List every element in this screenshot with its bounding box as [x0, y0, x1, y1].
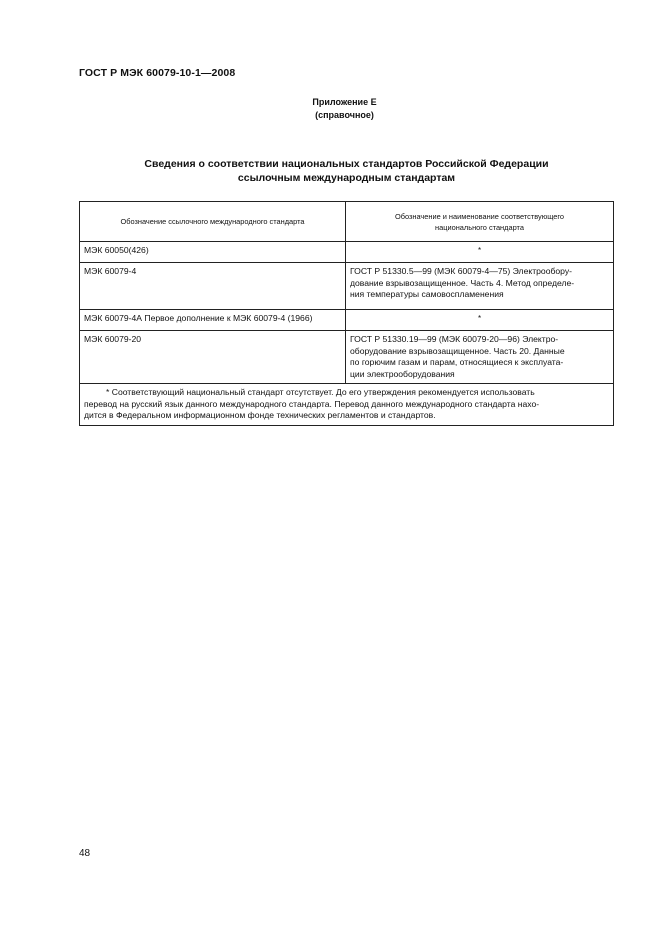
intl-standard-cell: МЭК 60079-20: [80, 331, 346, 384]
intl-standard-cell: МЭК 60079-4А Первое дополнение к МЭК 60079-4 (1966): [80, 310, 346, 331]
footnote-line: дится в Федеральном информационном фонде технических регламентов и стандартов.: [84, 410, 436, 420]
intl-standard-cell: МЭК 60050(426): [80, 242, 346, 263]
table-header-row: [80, 202, 614, 242]
header-international-standard: Обозначение ссылочного международного стандарта: [80, 202, 346, 242]
national-standard-cell: *: [346, 310, 614, 331]
table-row: [80, 263, 614, 310]
national-text-line: дование взрывозащищенное. Часть 4. Метод определе-: [350, 277, 575, 288]
table-row: [80, 310, 614, 331]
annex-label: Приложение Е: [312, 97, 377, 107]
national-text-line: ции электрооборудования: [350, 368, 455, 379]
national-standard-cell: [346, 331, 614, 384]
national-text-line: оборудование взрывозащищенное. Часть 20. Данные: [350, 345, 565, 356]
section-title-line-1: Сведения о соответствии национальных стандартов Российской Федерации: [144, 158, 549, 170]
annex-kind: (справочное): [315, 110, 374, 120]
document-code: ГОСТ Р МЭК 60079-10-1—2008: [79, 67, 236, 79]
national-text-line: ния температуры самовоспламенения: [350, 289, 504, 299]
national-standard-cell: *: [346, 242, 614, 263]
footnote-line: перевод на русский язык данного международного стандарта. Перевод данного международного стандарта нахо-: [84, 398, 540, 409]
national-text-line: ГОСТ Р 51330.5—99 (МЭК 60079-4—75) Электрообору-: [350, 266, 573, 276]
header-national-line-1: Обозначение и наименование соответствующего: [394, 211, 565, 221]
table-row: [80, 331, 614, 384]
header-national-line-2: национального стандарта: [435, 222, 524, 232]
section-title-line-2: ссылочным международным стандартам: [237, 172, 456, 184]
header-national-standard: [346, 202, 614, 242]
footnote-cell: [80, 384, 614, 426]
table-row: [80, 242, 614, 263]
national-standard-cell: [346, 263, 614, 310]
national-text-line: ГОСТ Р 51330.19—99 (МЭК 60079-20—96) Электро-: [350, 334, 559, 344]
annex-heading: [0, 96, 661, 122]
footnote-text: * Соответствующий национальный стандарт отсутствует. До его утверждения рекомендуется использовать: [106, 387, 535, 397]
page-number: 48: [79, 848, 91, 859]
national-text-line: по горючим газам и парам, относящиеся к эксплуата-: [350, 357, 564, 367]
table-footnote-row: [80, 384, 614, 426]
footnote-line: [84, 387, 609, 399]
intl-standard-cell: МЭК 60079-4: [80, 263, 346, 310]
standards-correspondence-table: [79, 201, 614, 426]
section-title: [79, 157, 614, 185]
